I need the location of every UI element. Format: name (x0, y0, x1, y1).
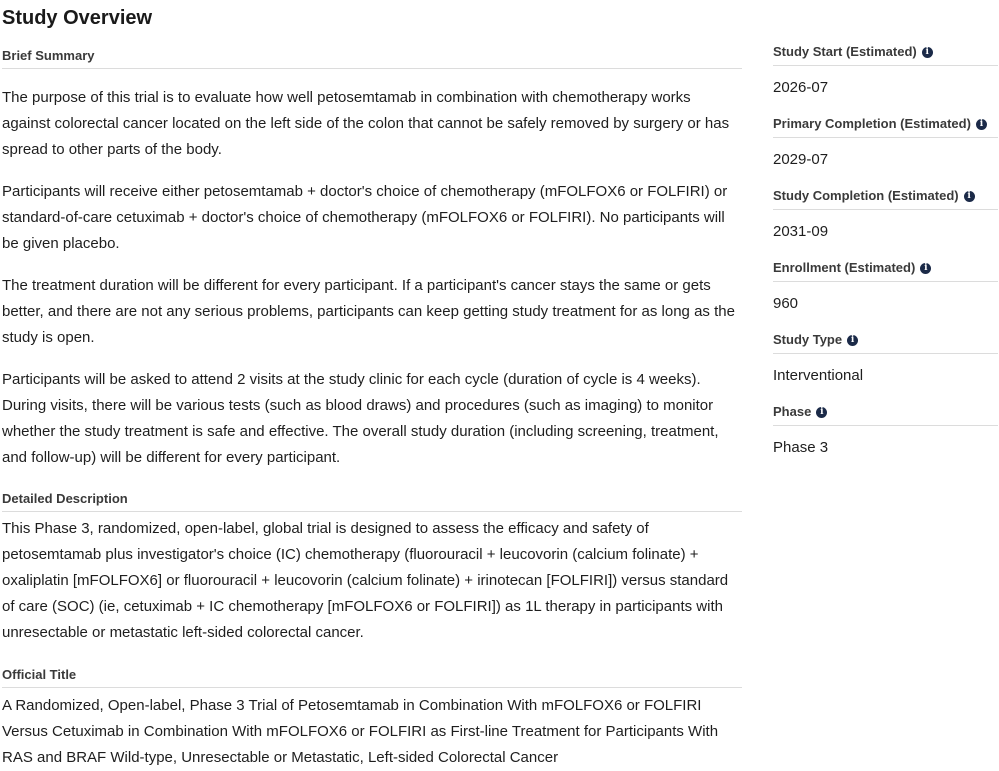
enrollment-item (773, 260, 998, 314)
info-icon[interactable]: i (816, 407, 827, 418)
study-completion-value: 2031-09 (773, 223, 829, 240)
study-start-label: Study Start (Estimated) (773, 44, 917, 59)
brief-summary (2, 85, 742, 471)
study-start-value: 2026-07 (773, 79, 829, 96)
phase-label: Phase (773, 404, 812, 419)
detailed-description-text: This Phase 3, randomized, open-label, global trial is designed to assess the efficacy and safety of petosemtamab plus investigator's choice (IC) chemotherapy (fluorouracil + leucovorin (calcium folinate) + oxaliplatin [mFOLFOX6] or fluorouracil + leucovorin (calcium folinate) + irinotecan [FOLFIRI]) versus standard of care (SOC) (ie, cetuximab + IC chemotherapy [mFOLFOX6 or FOLFIRI]) as 1L therapy in participants with unresectable or metastatic left-sided colorectal cancer. (2, 520, 729, 641)
brief-summary-paragraph: The purpose of this trial is to evaluate how well petosemtamab in combination with chemotherapy works against colorectal cancer located on the left side of the colon that cannot be safely removed by surgery or has spread to other parts of the body. (2, 89, 730, 158)
official-title (2, 693, 742, 771)
brief-summary-paragraph: Participants will be asked to attend 2 visits at the study clinic for each cycle (duration of cycle is 4 weeks). During visits, there will be various tests (such as blood draws) and procedures (such as imaging) to monitor whether the study treatment is safe and effective. The overall study duration (including screening, treatment, and follow-up) will be different for every participant. (2, 371, 719, 466)
phase-value: Phase 3 (773, 439, 829, 456)
primary-completion-item (773, 116, 998, 170)
primary-completion-label: Primary Completion (Estimated) (773, 116, 971, 131)
study-start-item (773, 44, 998, 98)
brief-summary-label: Brief Summary (2, 48, 742, 69)
detailed-description (2, 516, 742, 646)
study-completion-item (773, 188, 998, 242)
detailed-description-label: Detailed Description (2, 491, 742, 512)
primary-completion-value: 2029-07 (773, 151, 829, 168)
official-title-label: Official Title (2, 667, 742, 688)
info-icon[interactable]: i (920, 263, 931, 274)
info-icon[interactable]: i (964, 191, 975, 202)
page-title: Study Overview (2, 7, 153, 29)
study-type-label: Study Type (773, 332, 843, 347)
info-icon[interactable]: i (847, 335, 858, 346)
brief-summary-paragraph: The treatment duration will be different for every participant. If a participant's cancer stays the same or gets better, and there are not any serious problems, participants can keep getting study treatment for as long as the study is open. (2, 277, 735, 346)
info-icon[interactable]: i (976, 119, 987, 130)
phase-item (773, 404, 998, 458)
main-content (2, 48, 742, 771)
info-icon[interactable]: i (922, 47, 933, 58)
study-type-value: Interventional (773, 367, 864, 384)
study-completion-label: Study Completion (Estimated) (773, 188, 959, 203)
study-dates-sidebar (773, 44, 998, 476)
official-title-text: A Randomized, Open-label, Phase 3 Trial of Petosemtamab in Combination With mFOLFOX6 or FOLFIRI Versus Cetuximab in Combination With mFOLFOX6 or FOLFIRI as First-line Treatment for Participants With RAS and BRAF Wild-type, Unresectable or Metastatic, Left-sided Colorectal Cancer (2, 697, 719, 766)
enrollment-label: Enrollment (Estimated) (773, 260, 916, 275)
brief-summary-paragraph: Participants will receive either petosemtamab + doctor's choice of chemotherapy (mFOLFOX6 or FOLFIRI) or standard-of-care cetuximab + doctor's choice of chemotherapy (mFOLFOX6 or FOLFIRI). No participants will be given placebo. (2, 183, 728, 252)
study-type-item (773, 332, 998, 386)
enrollment-value: 960 (773, 295, 799, 312)
